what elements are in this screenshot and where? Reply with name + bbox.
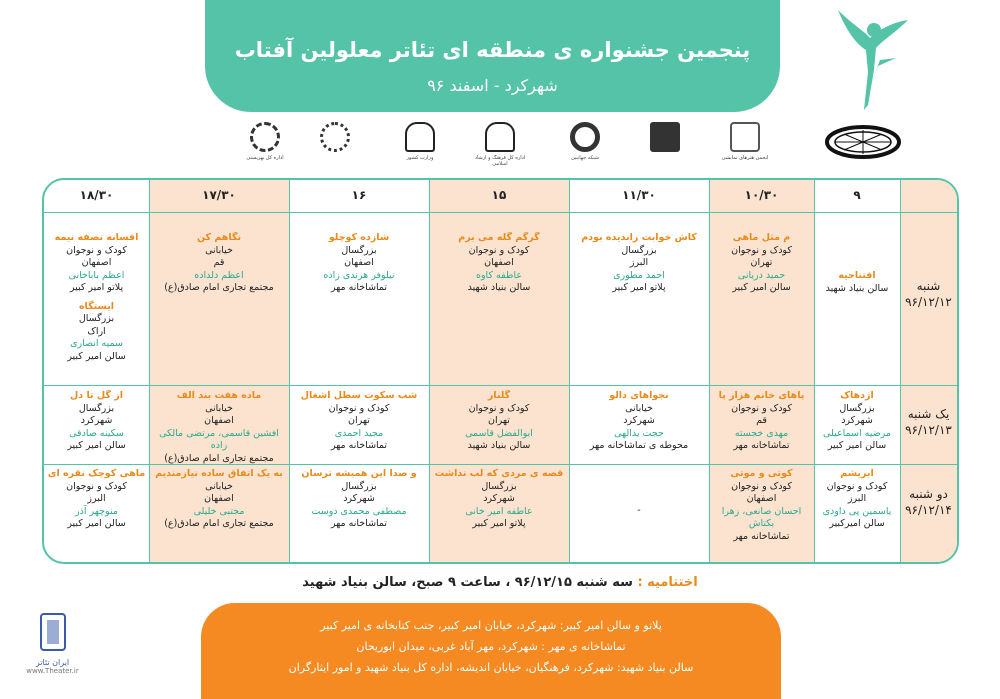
- play-director: اعظم باباخانی: [68, 269, 125, 281]
- play-director: مهدی خجسته: [734, 427, 789, 439]
- welfare-logo: [235, 122, 295, 170]
- schedule-cell: [817, 390, 897, 464]
- festival-subtitle: شهرکرد - اسفند ۹۶: [427, 76, 558, 95]
- time-header: ۱۸/۳۰: [79, 188, 114, 202]
- play-title: گلنار: [487, 390, 511, 401]
- schedule-cell: [292, 468, 426, 562]
- play-info: سالن امیر کبیر: [67, 518, 126, 529]
- play-title: نگاهم کن: [196, 232, 242, 243]
- grid-line: [44, 464, 957, 465]
- grid-line: [429, 180, 430, 562]
- play-info: بزرگسال: [481, 480, 517, 492]
- play-director: حجت یدالهی: [614, 427, 664, 439]
- scroll-emblem-icon: [650, 122, 680, 152]
- jahanbin-network-icon: [570, 122, 600, 152]
- play-info: قم: [756, 415, 767, 426]
- play-title: به یک اتفاق ساده نیازمندیم: [155, 468, 283, 479]
- play-title: م مثل ماهی: [732, 232, 791, 243]
- venue-address: پلاتو و سالن امیر کبیر: شهرکرد، خیابان امیر کبیر، جنب کتابخانه ی امیر کبیر: [320, 619, 662, 632]
- play-director: حمید دریانی: [737, 269, 786, 281]
- play-info: پلاتو امیر کبیر: [612, 282, 666, 293]
- play-info: اصفهان: [204, 415, 234, 426]
- schedule-cell: [432, 390, 566, 464]
- play-director: احسان صانعی، زهرا بکتاش: [721, 505, 802, 529]
- play-info: تماشاخانه مهر: [330, 518, 388, 529]
- watermark-text: ایران تئاتر: [35, 658, 70, 667]
- play-info: سالن بنیاد شهید: [825, 282, 889, 294]
- play-title: ماده هفت بند الف: [176, 390, 262, 401]
- grid-line: [149, 180, 150, 562]
- play-info: کودک و نوجوان: [826, 480, 888, 492]
- play-info: بزرگسال: [839, 402, 875, 414]
- play-info: پلاتو امیر کبیر: [69, 282, 124, 293]
- schedule-cell: [817, 468, 897, 562]
- play-info: تماشاخانه مهر: [330, 282, 388, 293]
- logo-caption: اداره کل فرهنگ و ارشاد اسلامی: [474, 155, 526, 167]
- iran-theater-logo-icon: [38, 612, 68, 652]
- iran-theater-watermark: [5, 612, 100, 696]
- closing-ceremony: [0, 575, 1000, 590]
- municipality-icon: [320, 122, 350, 152]
- play-title: از گل تا دل: [70, 390, 123, 401]
- play-director: مجتبی خلیلی: [193, 505, 245, 517]
- play-info: بزرگسال: [341, 480, 377, 492]
- play-info: قم: [213, 257, 225, 268]
- culture-ministry-logo: [470, 122, 530, 170]
- play-info: کودک و نوجوان: [468, 402, 530, 414]
- play-title: ماهی کوچک نقره ای: [47, 468, 146, 479]
- play-info: خیابانی: [205, 244, 233, 256]
- schedule-cell: [432, 468, 566, 562]
- grid-line: [44, 212, 957, 213]
- play-info: مجتمع تجاری امام صادق(ع): [164, 282, 274, 293]
- play-info: محوطه ی تماشاخانه مهر: [589, 440, 689, 451]
- play-info: خیابانی: [205, 402, 233, 414]
- play-title: کوتی و موتی: [730, 468, 793, 479]
- venue-address: تماشاخانه ی مهر : شهرکرد، مهر آباد غربی، میدان ابوریحان: [356, 640, 626, 653]
- time-header: ۱۷/۳۰: [202, 188, 236, 202]
- closing-text: سه شنبه ۹۶/۱۲/۱۵ ، ساعت ۹ صبح، سالن بنیاد شهید: [302, 575, 633, 590]
- schedule-table: [42, 178, 959, 564]
- play-info: تماشاخانه مهر: [733, 440, 790, 451]
- logo-caption: شبکه جهانبین: [571, 155, 599, 161]
- play-title: ایستگاه: [78, 300, 115, 312]
- play-info: شهرکرد: [343, 493, 375, 504]
- play-director: مصطفی محمدی دوست: [311, 505, 407, 517]
- play-info: تهران: [750, 257, 773, 268]
- theater-association-icon: [730, 122, 760, 152]
- play-title: افتتاحیه: [838, 270, 876, 281]
- schedule-cell: [152, 390, 286, 464]
- closing-label: اختتامیه :: [637, 575, 698, 590]
- play-info: خیابانی: [205, 480, 233, 492]
- interior-ministry-logo: [390, 122, 450, 170]
- day-date: ۹۶/۱۲/۱۳: [905, 423, 952, 437]
- venue-address: سالن بنیاد شهید: شهرکرد، فرهنگیان، خیابان اندیشه، اداره کل بنیاد شهید و امور ایثارگران: [288, 661, 694, 674]
- play-info: البرز: [629, 257, 649, 268]
- day-name: یک شنبه: [907, 407, 950, 421]
- play-director: مجید احمدی: [334, 427, 384, 439]
- play-info: مجتمع تجاری امام صادق(ع): [164, 518, 274, 529]
- play-info: اصفهان: [344, 257, 374, 268]
- play-director: یاسمین پی داودی: [822, 505, 892, 517]
- play-info: البرز: [847, 493, 867, 504]
- play-title: شازده کوچلو: [328, 232, 390, 243]
- play-info: بزرگسال: [621, 244, 657, 256]
- day-label: [900, 406, 957, 438]
- day-label: [900, 486, 957, 518]
- schedule-cell: [292, 390, 426, 464]
- play-info: شهرکرد: [841, 415, 873, 426]
- logo-caption: [635, 155, 695, 167]
- schedule-cell: [712, 468, 811, 562]
- play-title: گرگم گله می برم: [458, 232, 540, 243]
- play-info: اصفهان: [81, 257, 112, 268]
- play-info: سالن بنیاد شهید: [467, 282, 531, 293]
- iran-emblem-icon: [405, 122, 435, 152]
- logo-caption: [305, 155, 365, 167]
- play-info: کودک و نوجوان: [468, 244, 530, 256]
- schedule-cell: [292, 232, 426, 384]
- time-header: ۱۵: [491, 188, 507, 202]
- schedule-cell: [432, 232, 566, 384]
- play-title: نجواهای دالو: [609, 390, 669, 401]
- day-name: دو شنبه: [909, 487, 948, 501]
- play-info: تماشاخانه مهر: [733, 530, 790, 542]
- play-director: نیلوفر هرندی زاده: [323, 269, 395, 281]
- play-info: سالن بنیاد شهید: [467, 440, 531, 451]
- play-info: -: [637, 505, 641, 516]
- dancer-wheel-logo-icon: [808, 0, 918, 162]
- play-info: مجتمع تجاری امام صادق(ع): [164, 452, 274, 464]
- schedule-cell: [572, 505, 706, 564]
- play-director: اعظم دلداده: [194, 269, 244, 281]
- play-director: احمد مطوری: [613, 269, 665, 281]
- play-info: شهرکرد: [623, 415, 655, 426]
- play-info: کودک و نوجوان: [731, 244, 792, 256]
- grid-line: [814, 180, 815, 562]
- watermark-url: www.Theater.ir: [26, 667, 79, 675]
- festival-banner: [205, 0, 780, 112]
- play-info: سالن امیر کبیر: [67, 440, 126, 451]
- time-header: ۱۶: [351, 188, 367, 202]
- day-date: ۹۶/۱۲/۱۴: [905, 503, 952, 517]
- play-info: کودک و نوجوان: [66, 244, 127, 256]
- schedule-cell: [47, 232, 146, 384]
- play-info: اصفهان: [204, 493, 234, 504]
- play-info: بزرگسال: [341, 244, 377, 256]
- play-info: تماشاخانه مهر: [330, 440, 388, 451]
- play-title: قصه ی مردی که لب نداشت: [434, 468, 564, 479]
- welfare-icon: [250, 122, 280, 152]
- play-title: آژدهاک: [840, 390, 874, 401]
- sponsor-logos: [240, 122, 800, 170]
- play-title: ابریشم: [840, 468, 874, 479]
- time-header: ۱۰/۳۰: [744, 188, 779, 202]
- play-info: کودک و نوجوان: [66, 480, 127, 492]
- scroll-emblem-logo: [635, 122, 695, 170]
- day-date: ۹۶/۱۲/۱۲: [905, 295, 952, 309]
- schedule-cell: [47, 390, 146, 464]
- play-director: سکینه صادقی: [69, 427, 124, 439]
- municipality-logo: [305, 122, 365, 170]
- festival-title: پنجمین جشنواره ی منطقه ای تئاتر معلولین آفتاب: [234, 38, 751, 62]
- schedule-cell: [712, 390, 811, 464]
- schedule-cell: [712, 232, 811, 384]
- play-info: بزرگسال: [78, 402, 115, 414]
- play-info: اراک: [87, 325, 106, 337]
- play-info: پلاتو امیر کبیر: [472, 518, 526, 529]
- play-title: و صدا این همیشه ترسان: [301, 468, 417, 479]
- day-name: شنبه: [916, 279, 941, 293]
- play-director: افشین قاسمی، مرتضی مالکی زاده: [159, 427, 279, 451]
- play-info: اصفهان: [746, 493, 777, 504]
- play-info: کودک و نوجوان: [731, 402, 792, 414]
- play-info: سالن امیر کبیر: [67, 350, 126, 362]
- play-info: سالن امیر کبیر: [732, 282, 791, 293]
- play-title: افسانه نصفه نیمه: [54, 232, 139, 243]
- play-director: ابوالفضل قاسمی: [465, 427, 533, 439]
- venues-footer: [201, 603, 781, 699]
- play-info: شهرکرد: [483, 493, 515, 504]
- time-header: ۹: [853, 188, 861, 202]
- play-info: خیابانی: [625, 402, 653, 414]
- play-info: شهرکرد: [80, 415, 113, 426]
- play-director: عاطفه کاوه: [475, 269, 523, 281]
- theater-association-logo: [715, 122, 775, 170]
- play-info: تهران: [348, 415, 370, 426]
- play-info: کودک و نوجوان: [328, 402, 390, 414]
- logo-caption: انجمن هنرهای نمایشی: [721, 155, 769, 161]
- logo-caption: اداره کل بهزیستی: [246, 155, 284, 161]
- jahanbin-logo: [555, 122, 615, 170]
- schedule-cell: [47, 468, 146, 562]
- play-director: منوچهر آذر: [75, 505, 118, 517]
- logo-caption: وزارت کشور: [406, 155, 434, 161]
- play-info: بزرگسال: [78, 313, 115, 324]
- play-info: سالن امیرکبیر: [829, 518, 885, 529]
- play-title: شب سکوت سطل آشغال: [300, 390, 418, 401]
- play-info: اصفهان: [484, 257, 514, 268]
- play-title: پاهای خانم هزار پا: [718, 390, 805, 401]
- play-title: کاش خوابت راندیده بودم: [581, 232, 697, 243]
- grid-line: [709, 180, 710, 562]
- play-info: تهران: [488, 415, 510, 426]
- play-director: عاطفه امیر خانی: [465, 505, 533, 517]
- iran-emblem-icon: [485, 122, 515, 152]
- play-info: سالن امیر کبیر: [827, 440, 887, 451]
- play-director: مرضیه اسماعیلی: [823, 427, 891, 439]
- grid-line: [289, 180, 290, 562]
- schedule-cell: [572, 232, 706, 384]
- schedule-cell: [152, 232, 286, 384]
- time-header: ۱۱/۳۰: [622, 188, 656, 202]
- play-director: سمیه انصاری: [70, 338, 123, 349]
- day-label: [900, 278, 957, 310]
- grid-line: [569, 180, 570, 562]
- play-info: البرز: [87, 493, 106, 504]
- schedule-cell: [572, 390, 706, 464]
- schedule-cell: [152, 468, 286, 562]
- play-info: کودک و نوجوان: [731, 480, 792, 492]
